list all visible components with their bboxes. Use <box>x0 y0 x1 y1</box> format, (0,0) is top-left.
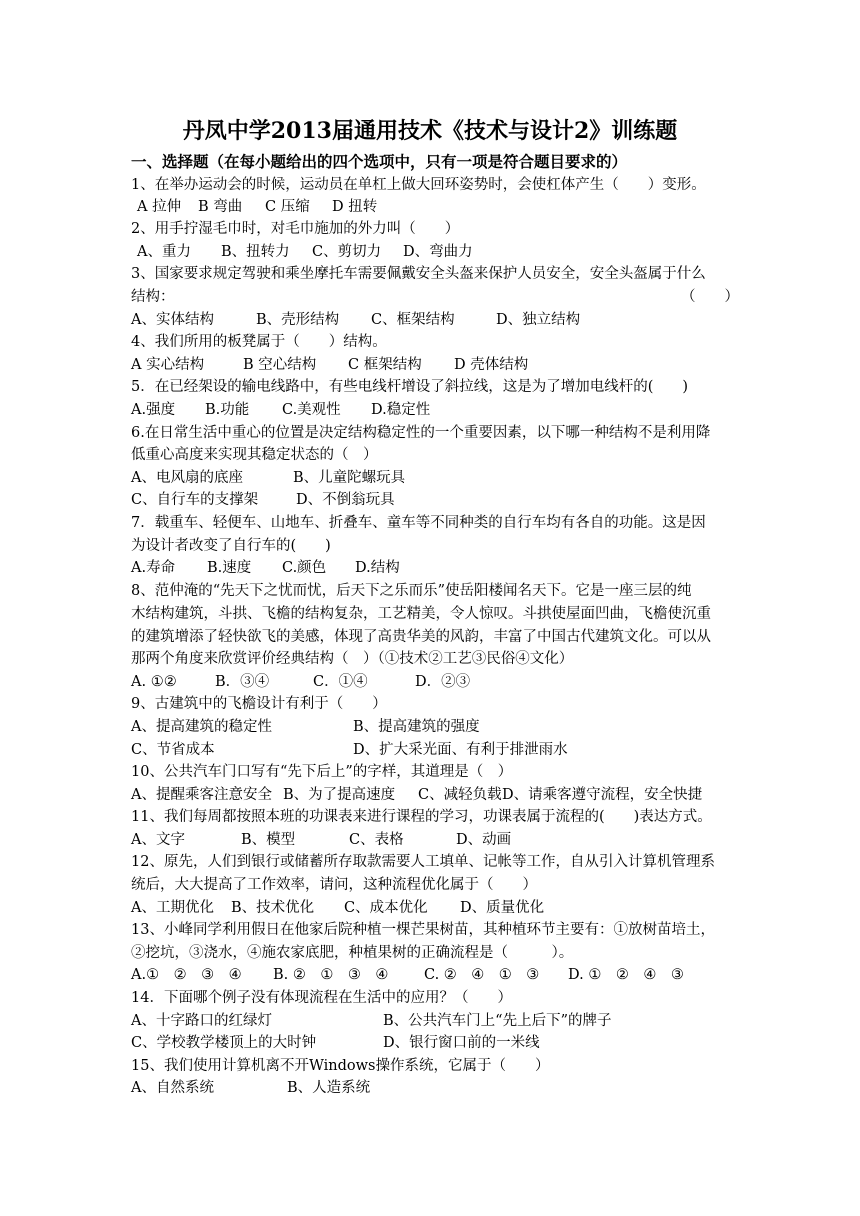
option-b: B、提高建筑的强度 <box>353 719 480 735</box>
option-c: C、自行车的支撑架 <box>131 492 259 508</box>
question-3-answer-blank: （ ） <box>681 289 739 305</box>
option-c: C.颜色 <box>282 560 327 576</box>
option-d: D.稳定性 <box>371 402 431 418</box>
question-3-stem-line-1: 3、国家要求规定驾驶和乘坐摩托车需要佩戴安全头盔来保护人员安全，安全头盔属于什么 <box>131 266 706 282</box>
question-8-stem-line-1: 8、范仲淹的“先天下之忧而忧，后天下之乐而乐”使岳阳楼闻名天下。它是一座三层的纯 <box>131 583 692 599</box>
option-c: C.美观性 <box>282 402 341 418</box>
option-c: C. ② ④ ① ③ <box>424 967 540 983</box>
option-a: A.① ② ③ ④ <box>131 967 242 983</box>
option-b: B、扭转力 <box>221 244 290 260</box>
option-b: B.功能 <box>205 402 250 418</box>
option-c: C 压缩 <box>265 199 310 215</box>
question-15-stem: 15、我们使用计算机离不开Windows操作系统，它属于（ ） <box>131 1058 550 1074</box>
option-a: A 实心结构 <box>131 357 205 373</box>
question-2-stem: 2、用手拧湿毛巾时，对毛巾施加的外力叫（ ） <box>131 221 460 237</box>
option-c: C、框架结构 <box>371 312 455 328</box>
option-a: A. ①② <box>131 674 177 690</box>
option-a: A 拉伸 <box>137 199 182 215</box>
option-a: A.强度 <box>131 402 176 418</box>
option-d: D.结构 <box>355 560 400 576</box>
option-a: A、自然系统 <box>131 1080 214 1096</box>
option-d: D、质量优化 <box>460 900 545 916</box>
option-c: C、成本优化 <box>344 900 428 916</box>
option-d: D．②③ <box>415 674 471 690</box>
question-8-stem-line-2: 木结构建筑，斗拱、飞檐的结构复杂，工艺精美，令人惊叹。斗拱使屋面凹曲，飞檐使沉重 <box>131 606 711 622</box>
option-a: A、实体结构 <box>131 312 214 328</box>
question-3-stem-line-2: 结构： <box>131 289 175 305</box>
option-d: D、请乘客遵守流程，安全快捷 <box>502 787 703 803</box>
option-d: D 扭转 <box>332 199 378 215</box>
option-d: D、动画 <box>456 832 512 848</box>
option-b: B、壳形结构 <box>256 312 340 328</box>
question-1-stem: 1、在举办运动会的时候，运动员在单杠上做大回环姿势时，会使杠体产生（ ）变形。 <box>131 177 706 193</box>
option-a: A、提高建筑的稳定性 <box>131 719 272 735</box>
option-d: D、银行窗口前的一米线 <box>383 1035 540 1051</box>
option-c: C．①④ <box>313 674 368 690</box>
option-b: B、模型 <box>241 832 296 848</box>
question-6-stem-line-2: 低重心高度来实现其稳定状态的（ ） <box>131 447 378 463</box>
question-13-stem-line-1: 13、小峰同学利用假日在他家后院种植一棵芒果树苗，其种植环节主要有：①放树苗培土， <box>131 922 715 938</box>
option-c: C、剪切力 <box>312 244 382 260</box>
option-a: A.寿命 <box>131 560 176 576</box>
option-a: A、提醒乘客注意安全 <box>131 787 272 803</box>
question-10-stem: 10、公共汽车门口写有“先下后上”的字样，其道理是（ ） <box>131 764 513 780</box>
question-7-stem-line-2: 为设计者改变了自行车的( ) <box>131 538 331 554</box>
section-heading: 一、选择题（在每小题给出的四个选项中，只有一项是符合题目要求的） <box>131 152 628 171</box>
option-b: B、技术优化 <box>231 900 315 916</box>
option-c: C、减轻负载 <box>418 787 502 803</box>
option-a: A、重力 <box>137 244 191 260</box>
question-5-stem: 5．在已经架设的输电线路中，有些电线杆增设了斜拉线，这是为了增加电线杆的( ) <box>131 379 689 395</box>
option-b: B 弯曲 <box>198 199 243 215</box>
option-b: B 空心结构 <box>243 357 317 373</box>
option-b: B．③④ <box>215 674 270 690</box>
question-7-stem-line-1: 7．载重车、轻便车、山地车、折叠车、童车等不同种类的自行车均有各自的功能。这是因 <box>131 515 706 531</box>
option-d: D、不倒翁玩具 <box>296 492 395 508</box>
question-9-stem: 9、古建筑中的飞檐设计有利于（ ） <box>131 696 387 712</box>
option-d: D、独立结构 <box>496 312 581 328</box>
option-d: D、扩大采光面、有利于排泄雨水 <box>353 742 568 758</box>
question-11-stem: 11、我们每周都按照本班的功课表来进行课程的学习，功课表属于流程的( )表达方式。 <box>131 809 712 825</box>
option-b: B、人造系统 <box>287 1080 371 1096</box>
option-c: C 框架结构 <box>348 357 422 373</box>
option-a: A、工期优化 <box>131 900 214 916</box>
question-8-stem-line-3: 的建筑增添了轻快欲飞的美感，体现了高贵华美的风韵，丰富了中国古代建筑文化。可以从 <box>131 629 711 645</box>
option-a: A、文字 <box>131 832 185 848</box>
question-8-stem-line-4: 那两个角度来欣赏评价经典结构（ ）（①技术②工艺③民俗④文化） <box>131 651 574 667</box>
question-14-stem: 14．下面哪个例子没有体现流程在生活中的应用？（ ） <box>131 990 512 1006</box>
question-4-stem: 4、我们所用的板凳属于（ ）结构。 <box>131 334 387 350</box>
question-6-stem-line-1: 6.在日常生活中重心的位置是决定结构稳定性的一个重要因素，以下哪一种结构不是利用降 <box>131 425 711 441</box>
page-title: 丹凤中学2013届通用技术《技术与设计2》训练题 <box>182 118 678 144</box>
option-a: A、十字路口的红绿灯 <box>131 1013 272 1029</box>
option-b: B.速度 <box>207 560 252 576</box>
question-12-stem-line-1: 12、原先，人们到银行或储蓄所存取款需要人工填单、记帐等工作，自从引入计算机管理系 <box>131 854 715 870</box>
option-a: A、电风扇的底座 <box>131 470 243 486</box>
option-d: D 壳体结构 <box>454 357 529 373</box>
question-13-stem-line-2: ②挖坑，③浇水，④施农家底肥，种植果树的正确流程是（ ）。 <box>131 945 574 961</box>
option-b: B、为了提高速度 <box>283 787 396 803</box>
option-c: C、节省成本 <box>131 742 215 758</box>
question-12-stem-line-2: 统后，大大提高了工作效率，请问，这种流程优化属于（ ） <box>131 877 537 893</box>
option-b: B. ② ① ③ ④ <box>273 967 389 983</box>
option-c: C、表格 <box>349 832 404 848</box>
option-d: D. ① ② ④ ③ <box>568 967 684 983</box>
option-b: B、儿童陀螺玩具 <box>293 470 406 486</box>
option-d: D、弯曲力 <box>403 244 473 260</box>
option-c: C、学校教学楼顶上的大时钟 <box>131 1035 317 1051</box>
option-b: B、公共汽车门上“先上后下”的牌子 <box>383 1013 612 1029</box>
